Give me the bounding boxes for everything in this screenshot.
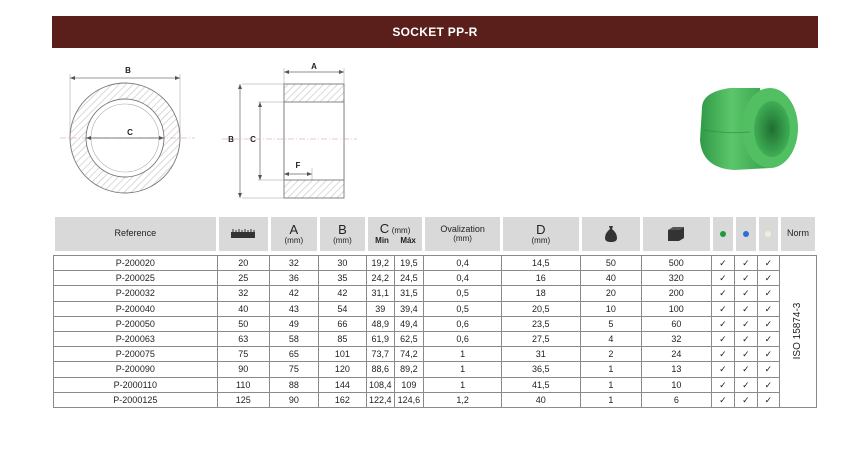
cell-a: 90 <box>269 392 318 407</box>
check-icon: ✓ <box>711 362 735 377</box>
cell-ref: P-200050 <box>54 316 218 331</box>
cell-size: 20 <box>217 256 269 271</box>
cell-b: 101 <box>318 347 366 362</box>
check-icon: ✓ <box>735 271 758 286</box>
cell-bag: 20 <box>580 286 641 301</box>
table-row <box>54 286 817 301</box>
cell-b: 120 <box>318 362 366 377</box>
cell-d: 18 <box>501 286 580 301</box>
cell-oval: 1,2 <box>424 392 502 407</box>
table-header-row <box>54 217 817 251</box>
cell-bag: 1 <box>580 377 641 392</box>
check-icon: ✓ <box>711 301 735 316</box>
header-color-blue <box>735 217 758 251</box>
product-spec-table <box>52 217 818 408</box>
front-view-drawing <box>60 58 200 208</box>
cell-size: 40 <box>217 301 269 316</box>
cell-a: 75 <box>269 362 318 377</box>
cell-box: 200 <box>642 286 712 301</box>
cell-cmin: 108,4 <box>366 377 394 392</box>
cell-b: 162 <box>318 392 366 407</box>
cell-cmax: 89,2 <box>394 362 424 377</box>
cell-size: 25 <box>217 271 269 286</box>
cell-cmax: 19,5 <box>394 256 424 271</box>
check-icon: ✓ <box>711 347 735 362</box>
bag-icon <box>604 225 618 243</box>
check-icon: ✓ <box>757 316 780 331</box>
cell-cmax: 124,6 <box>394 392 424 407</box>
cell-box: 13 <box>642 362 712 377</box>
cell-b: 35 <box>318 271 366 286</box>
cell-box: 6 <box>642 392 712 407</box>
cell-d: 41,5 <box>501 377 580 392</box>
cell-a: 42 <box>269 286 318 301</box>
header-reference: Reference <box>54 217 218 251</box>
cell-cmin: 122,4 <box>366 392 394 407</box>
header-ovalization: Ovalization (mm) <box>424 217 502 251</box>
check-icon: ✓ <box>711 316 735 331</box>
check-icon: ✓ <box>735 256 758 271</box>
header-b: B (mm) <box>318 217 366 251</box>
cell-cmax: 39,4 <box>394 301 424 316</box>
header-c-max: Máx <box>400 236 416 246</box>
cell-oval: 0,4 <box>424 271 502 286</box>
cell-cmin: 88,6 <box>366 362 394 377</box>
check-icon: ✓ <box>711 392 735 407</box>
cell-oval: 0,5 <box>424 301 502 316</box>
cell-box: 100 <box>642 301 712 316</box>
cell-a: 58 <box>269 331 318 346</box>
cell-bag: 10 <box>580 301 641 316</box>
cell-ref: P-200040 <box>54 301 218 316</box>
cell-b: 30 <box>318 256 366 271</box>
cell-ref: P-200090 <box>54 362 218 377</box>
cell-cmin: 31,1 <box>366 286 394 301</box>
cell-cmax: 109 <box>394 377 424 392</box>
label-a: A <box>311 62 317 71</box>
cell-cmin: 24,2 <box>366 271 394 286</box>
cell-b: 144 <box>318 377 366 392</box>
norm-value: ISO 15874-3 <box>792 303 804 360</box>
table-row <box>54 347 817 362</box>
cell-b: 66 <box>318 316 366 331</box>
table-row <box>54 256 817 271</box>
cell-d: 20,5 <box>501 301 580 316</box>
cell-oval: 1 <box>424 347 502 362</box>
check-icon: ✓ <box>735 301 758 316</box>
cell-ref: P-2000125 <box>54 392 218 407</box>
product-image-socket <box>690 78 810 178</box>
check-icon: ✓ <box>757 347 780 362</box>
cell-cmin: 73,7 <box>366 347 394 362</box>
cell-cmax: 49,4 <box>394 316 424 331</box>
check-icon: ✓ <box>735 286 758 301</box>
label-c-side: C <box>250 135 256 144</box>
check-icon: ✓ <box>757 362 780 377</box>
cell-cmin: 19,2 <box>366 256 394 271</box>
table-row <box>54 331 817 346</box>
cell-a: 32 <box>269 256 318 271</box>
table-row <box>54 362 817 377</box>
check-icon: ✓ <box>757 301 780 316</box>
cell-d: 40 <box>501 392 580 407</box>
check-icon: ✓ <box>711 377 735 392</box>
cell-cmax: 62,5 <box>394 331 424 346</box>
green-dot-icon <box>720 231 726 237</box>
cell-a: 88 <box>269 377 318 392</box>
cell-oval: 0,6 <box>424 316 502 331</box>
header-box <box>642 217 712 251</box>
cell-ref: P-200032 <box>54 286 218 301</box>
table-row <box>54 377 817 392</box>
check-icon: ✓ <box>735 362 758 377</box>
check-icon: ✓ <box>757 271 780 286</box>
cell-oval: 1 <box>424 362 502 377</box>
cell-a: 36 <box>269 271 318 286</box>
cell-b: 42 <box>318 286 366 301</box>
cell-bag: 40 <box>580 271 641 286</box>
beige-dot-icon <box>765 231 771 237</box>
cell-cmin: 48,9 <box>366 316 394 331</box>
header-c: C (mm) Min Máx <box>366 217 423 251</box>
cell-size: 90 <box>217 362 269 377</box>
cell-ref: P-200075 <box>54 347 218 362</box>
label-b-side: B <box>228 135 234 144</box>
page-title: SOCKET PP-R <box>52 16 818 48</box>
cell-bag: 1 <box>580 392 641 407</box>
table-row <box>54 316 817 331</box>
cell-d: 31 <box>501 347 580 362</box>
cell-oval: 0,6 <box>424 331 502 346</box>
cell-d: 14,5 <box>501 256 580 271</box>
cell-cmax: 31,5 <box>394 286 424 301</box>
check-icon: ✓ <box>735 392 758 407</box>
cell-b: 85 <box>318 331 366 346</box>
cell-oval: 0,4 <box>424 256 502 271</box>
check-icon: ✓ <box>735 347 758 362</box>
header-c-min: Min <box>375 236 389 246</box>
cell-a: 43 <box>269 301 318 316</box>
check-icon: ✓ <box>711 286 735 301</box>
table-row <box>54 392 817 407</box>
cell-size: 110 <box>217 377 269 392</box>
side-section-drawing <box>222 58 362 208</box>
check-icon: ✓ <box>757 286 780 301</box>
cell-bag: 5 <box>580 316 641 331</box>
check-icon: ✓ <box>757 256 780 271</box>
table-row <box>54 301 817 316</box>
cell-oval: 0,5 <box>424 286 502 301</box>
check-icon: ✓ <box>735 331 758 346</box>
check-icon: ✓ <box>735 316 758 331</box>
cell-box: 500 <box>642 256 712 271</box>
header-bag <box>580 217 641 251</box>
cell-ref: P-200063 <box>54 331 218 346</box>
cell-b: 54 <box>318 301 366 316</box>
cell-ref: P-200020 <box>54 256 218 271</box>
blue-dot-icon <box>743 231 749 237</box>
cell-size: 125 <box>217 392 269 407</box>
header-color-beige <box>757 217 780 251</box>
label-c: C <box>127 128 133 137</box>
check-icon: ✓ <box>757 392 780 407</box>
box-icon <box>667 226 685 242</box>
label-f: F <box>295 161 301 170</box>
cell-bag: 2 <box>580 347 641 362</box>
cell-a: 49 <box>269 316 318 331</box>
check-icon: ✓ <box>757 377 780 392</box>
cell-a: 65 <box>269 347 318 362</box>
cell-bag: 1 <box>580 362 641 377</box>
cell-d: 23,5 <box>501 316 580 331</box>
cell-box: 320 <box>642 271 712 286</box>
cell-cmin: 39 <box>366 301 394 316</box>
cell-box: 10 <box>642 377 712 392</box>
cell-ref: P-2000110 <box>54 377 218 392</box>
table-body <box>54 256 817 408</box>
cell-bag: 50 <box>580 256 641 271</box>
header-size <box>217 217 269 251</box>
cell-d: 36,5 <box>501 362 580 377</box>
cell-oval: 1 <box>424 377 502 392</box>
cell-box: 60 <box>642 316 712 331</box>
cell-bag: 4 <box>580 331 641 346</box>
cell-cmax: 24,5 <box>394 271 424 286</box>
cell-size: 75 <box>217 347 269 362</box>
cell-size: 32 <box>217 286 269 301</box>
cell-cmax: 74,2 <box>394 347 424 362</box>
header-norm: Norm <box>780 217 817 251</box>
check-icon: ✓ <box>711 271 735 286</box>
cell-size: 50 <box>217 316 269 331</box>
header-color-green <box>711 217 735 251</box>
check-icon: ✓ <box>757 331 780 346</box>
norm-cell <box>780 256 817 408</box>
cell-box: 24 <box>642 347 712 362</box>
table-row <box>54 271 817 286</box>
header-a: A (mm) <box>269 217 318 251</box>
ruler-icon <box>231 229 255 239</box>
cell-ref: P-200025 <box>54 271 218 286</box>
cell-d: 27,5 <box>501 331 580 346</box>
cell-box: 32 <box>642 331 712 346</box>
cell-size: 63 <box>217 331 269 346</box>
cell-d: 16 <box>501 271 580 286</box>
check-icon: ✓ <box>735 377 758 392</box>
label-b: B <box>125 66 131 75</box>
cell-cmin: 61,9 <box>366 331 394 346</box>
check-icon: ✓ <box>711 331 735 346</box>
header-d: D (mm) <box>501 217 580 251</box>
check-icon: ✓ <box>711 256 735 271</box>
